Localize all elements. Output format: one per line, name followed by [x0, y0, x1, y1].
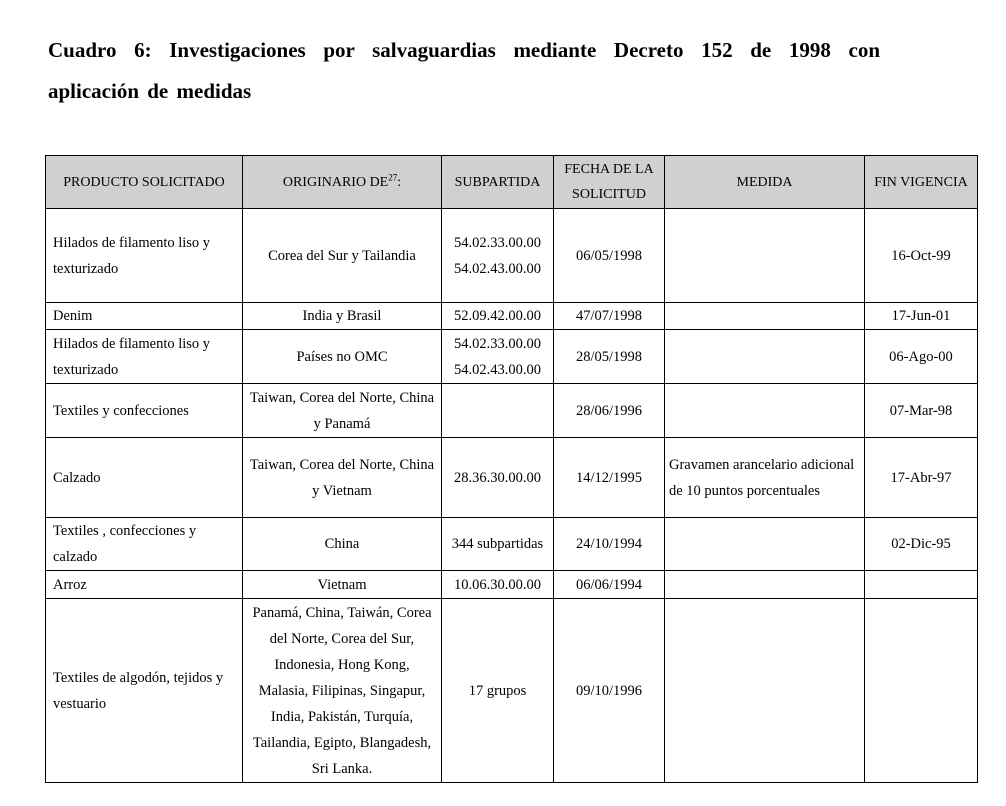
- cell-subpartida: 28.36.30.00.00: [442, 438, 554, 518]
- cell-fin: [865, 599, 978, 783]
- cell-subpartida: 17 grupos: [442, 599, 554, 783]
- cell-fecha: 28/05/1998: [554, 330, 665, 384]
- safeguards-table: [45, 155, 978, 783]
- cell-producto: Hilados de filamento liso y texturizado: [46, 330, 243, 384]
- cell-subpartida: 54.02.33.00.00 54.02.43.00.00: [442, 330, 554, 384]
- table-row: [46, 209, 978, 303]
- header-fecha: FECHA DE LA SOLICITUD: [554, 156, 665, 209]
- cell-fin: 17-Jun-01: [865, 303, 978, 330]
- cell-originario: Taiwan, Corea del Norte, China y Panamá: [243, 384, 442, 438]
- cell-fin: 06-Ago-00: [865, 330, 978, 384]
- cell-fin: 07-Mar-98: [865, 384, 978, 438]
- table-row: [46, 384, 978, 438]
- cell-medida: [665, 518, 865, 571]
- header-subpartida: SUBPARTIDA: [442, 156, 554, 209]
- cell-originario: Taiwan, Corea del Norte, China y Vietnam: [243, 438, 442, 518]
- cell-producto: Denim: [46, 303, 243, 330]
- table-row: [46, 571, 978, 599]
- cell-originario: China: [243, 518, 442, 571]
- cell-medida: [665, 384, 865, 438]
- header-producto: PRODUCTO SOLICITADO: [46, 156, 243, 209]
- cell-producto: Textiles y confecciones: [46, 384, 243, 438]
- cell-fin: 17-Abr-97: [865, 438, 978, 518]
- cell-originario: Vietnam: [243, 571, 442, 599]
- cell-fin: [865, 571, 978, 599]
- table-row: [46, 518, 978, 571]
- cell-fecha: 09/10/1996: [554, 599, 665, 783]
- header-row: [46, 156, 978, 209]
- cell-subpartida: 54.02.33.00.00 54.02.43.00.00: [442, 209, 554, 303]
- header-fin-vigencia: FIN VIGENCIA: [865, 156, 978, 209]
- cell-medida: [665, 303, 865, 330]
- cell-producto: Arroz: [46, 571, 243, 599]
- cell-medida: Gravamen arancelario adicional de 10 puntos porcentuales: [665, 438, 865, 518]
- cell-fecha: 06/05/1998: [554, 209, 665, 303]
- header-medida: MEDIDA: [665, 156, 865, 209]
- cell-subpartida: 344 subpartidas: [442, 518, 554, 571]
- table-row: [46, 330, 978, 384]
- cell-fecha: 47/07/1998: [554, 303, 665, 330]
- table-row: [46, 438, 978, 518]
- footnote-ref: 27: [388, 171, 398, 182]
- cell-producto: Calzado: [46, 438, 243, 518]
- cell-originario: Países no OMC: [243, 330, 442, 384]
- cell-producto: Textiles , confecciones y calzado: [46, 518, 243, 571]
- cell-medida: [665, 330, 865, 384]
- cell-fecha: 14/12/1995: [554, 438, 665, 518]
- table-row: [46, 303, 978, 330]
- cell-subpartida: 10.06.30.00.00: [442, 571, 554, 599]
- cell-fecha: 06/06/1994: [554, 571, 665, 599]
- cell-fin: 16-Oct-99: [865, 209, 978, 303]
- cell-medida: [665, 209, 865, 303]
- table-row: [46, 599, 978, 783]
- cell-fin: 02-Dic-95: [865, 518, 978, 571]
- cell-fecha: 24/10/1994: [554, 518, 665, 571]
- cell-originario: Panamá, China, Taiwán, Corea del Norte, Corea del Sur, Indonesia, Hong Kong, Malasia, Filipinas, Singapur, India, Pakistán, Turquía, Tailandia, Egipto, Blangadesh, Sri Lanka.: [243, 599, 442, 783]
- cell-subpartida: [442, 384, 554, 438]
- cell-medida: [665, 599, 865, 783]
- header-originario: ORIGINARIO DE$^{27}$:: [243, 156, 442, 209]
- cell-subpartida: 52.09.42.00.00: [442, 303, 554, 330]
- cell-producto: Hilados de filamento liso y texturizado: [46, 209, 243, 303]
- cell-originario: India y Brasil: [243, 303, 442, 330]
- cell-producto: Textiles de algodón, tejidos y vestuario: [46, 599, 243, 783]
- cell-medida: [665, 571, 865, 599]
- cell-originario: Corea del Sur y Tailandia: [243, 209, 442, 303]
- table-title: Cuadro 6: Investigaciones por salvaguardias mediante Decreto 152 de 1998 con aplicación de medidas: [48, 38, 880, 103]
- cell-fecha: 28/06/1996: [554, 384, 665, 438]
